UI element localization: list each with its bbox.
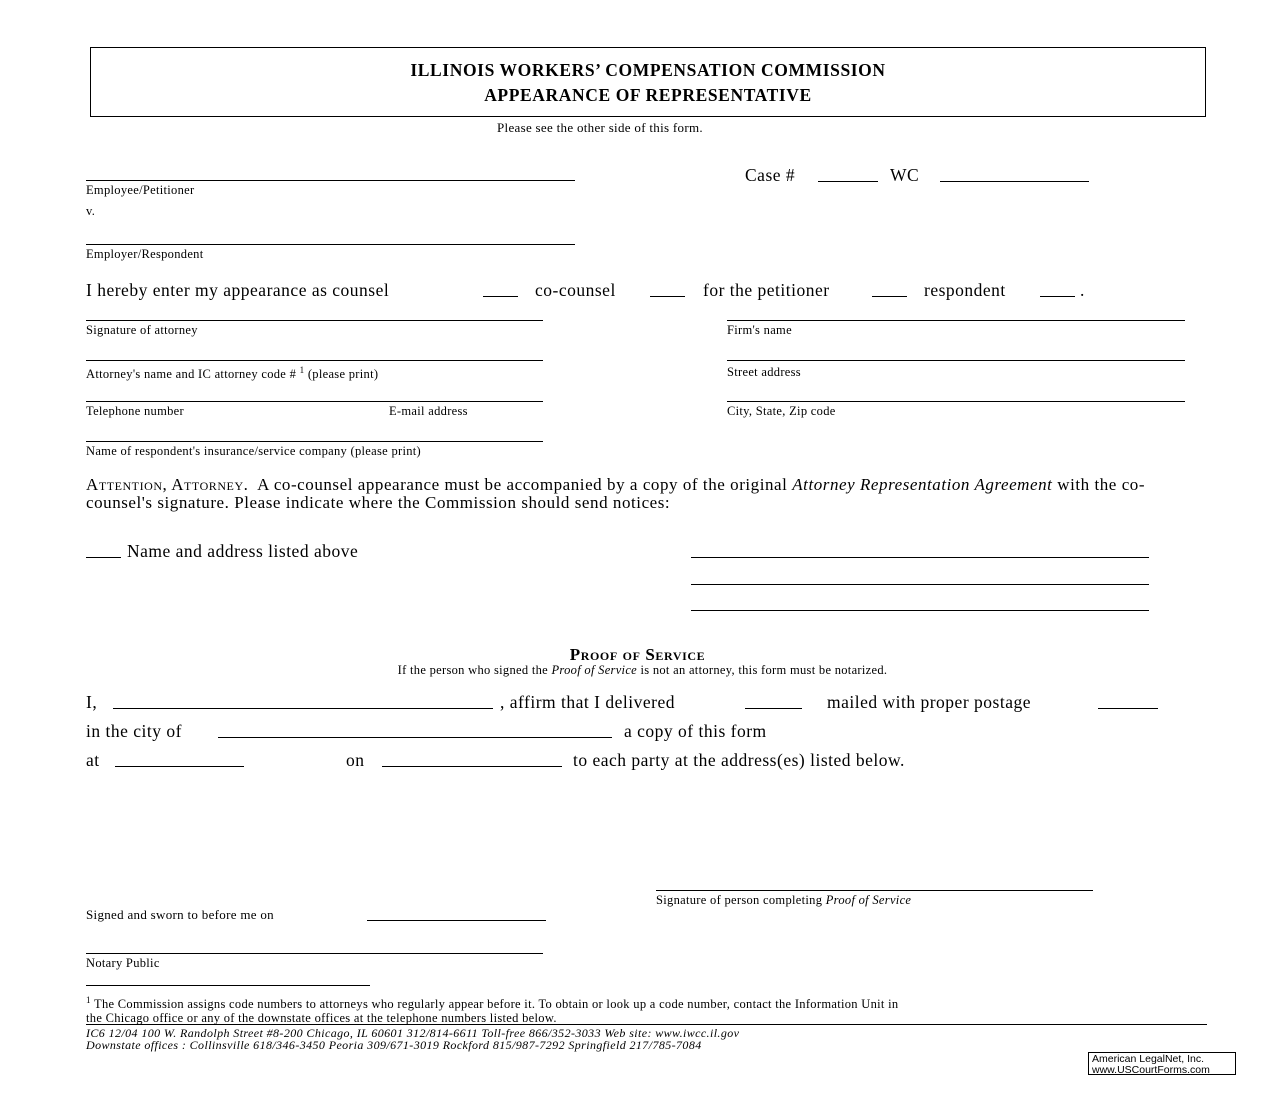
each-party-label: to each party at the address(es) listed below. — [573, 750, 905, 770]
affiant-name-field[interactable] — [113, 708, 493, 709]
versus-label: v. — [86, 204, 96, 218]
other-side-note: Please see the other side of this form. — [497, 120, 703, 135]
telephone-label: Telephone number — [86, 404, 184, 418]
mailed-label: mailed with proper postage — [827, 692, 1031, 712]
employer-respondent-field[interactable] — [86, 244, 575, 245]
attorney-name-label: Attorney's name and IC attorney code # $^1$ (please print) — [86, 365, 379, 382]
employee-petitioner-field[interactable] — [86, 180, 575, 181]
case-number-field[interactable] — [818, 181, 878, 182]
service-city-field[interactable] — [218, 737, 612, 738]
footer-divider — [86, 1024, 1207, 1025]
copy-of-form-label: a copy of this form — [624, 721, 767, 741]
respondent-blank[interactable] — [1040, 296, 1075, 297]
footnote-divider — [86, 985, 370, 986]
service-time-field[interactable] — [115, 766, 244, 767]
attorney-name-field[interactable] — [86, 360, 543, 361]
service-date-field[interactable] — [382, 766, 562, 767]
wc-number-field[interactable] — [940, 181, 1089, 182]
attorney-signature-field[interactable] — [86, 320, 543, 321]
street-address-label: Street address — [727, 365, 801, 379]
form-title: APPEARANCE OF REPRESENTATIVE — [484, 85, 812, 105]
attorney-signature-label: Signature of attorney — [86, 323, 198, 337]
email-label: E-mail address — [389, 404, 468, 418]
employer-respondent-label: Employer/Respondent — [86, 247, 204, 261]
form-title-box — [90, 47, 1206, 117]
respondent-label: respondent — [924, 280, 1006, 300]
footer-address-line: IC6 12/04 100 W. Randolph Street #8-200 Chicago, IL 60601 312/814-6611 Toll-free 866/352-3033 Web site: www.iwcc.il.gov — [86, 1026, 740, 1040]
firm-name-field[interactable] — [727, 320, 1185, 321]
delivered-blank[interactable] — [745, 708, 802, 709]
firm-name-label: Firm's name — [727, 323, 792, 337]
city-state-zip-label: City, State, Zip code — [727, 404, 836, 418]
publisher-url: www.USCourtForms.com — [1092, 1064, 1210, 1076]
proof-of-service-title: Proof of Service — [569, 645, 706, 664]
petitioner-blank[interactable] — [872, 296, 907, 297]
notary-public-label: Notary Public — [86, 956, 160, 970]
notarize-note: If the person who signed the Proof of Service is not an attorney, this form must be notarized. — [397, 663, 888, 677]
publisher-name: American LegalNet, Inc. — [1092, 1053, 1205, 1065]
appearance-intro: I hereby enter my appearance as counsel — [86, 280, 390, 300]
commission-title: ILLINOIS WORKERS’ COMPENSATION COMMISSION — [410, 60, 886, 80]
insurance-company-field[interactable] — [86, 441, 543, 442]
telephone-email-field[interactable] — [86, 401, 543, 402]
notary-signature-field[interactable] — [86, 953, 543, 954]
petitioner-label: for the petitioner — [703, 280, 830, 300]
footnote-ref: 1 — [299, 365, 305, 375]
attention-paragraph: Attention, Attorney. A co-counsel appearance must be accompanied by a copy of the original Attorney Representation Agreement with the co-counsel's signature. Please indicate where the Commission should send notices: — [86, 475, 1146, 512]
same-address-checkbox[interactable] — [86, 557, 121, 558]
city-of-label: in the city of — [86, 721, 182, 741]
affiant-i-label: I, — [86, 692, 98, 712]
street-address-field[interactable] — [727, 360, 1185, 361]
notice-address-line-3[interactable] — [691, 610, 1149, 611]
counsel-blank[interactable] — [483, 296, 518, 297]
at-label: at — [86, 750, 100, 770]
publisher-stamp — [1088, 1052, 1236, 1075]
insurance-company-label: Name of respondent's insurance/service company (please print) — [86, 444, 422, 458]
appearance-period: . — [1080, 280, 1085, 300]
co-counsel-blank[interactable] — [650, 296, 685, 297]
same-address-label: Name and address listed above — [127, 541, 359, 561]
proof-signature-label: Signature of person completing Proof of Service — [656, 893, 912, 907]
footer-downstate-line: Downstate offices : Collinsville 618/346-3450 Peoria 309/671-3019 Rockford 815/987-7292 Springfield 217/785-7084 — [86, 1038, 702, 1052]
sworn-label: Signed and sworn to before me on — [86, 907, 274, 922]
on-label: on — [346, 750, 365, 770]
case-number-label: Case # — [745, 165, 796, 185]
delivered-label: , affirm that I delivered — [500, 692, 675, 712]
co-counsel-label: co-counsel — [535, 280, 616, 300]
city-state-zip-field[interactable] — [727, 401, 1185, 402]
notice-address-line-2[interactable] — [691, 584, 1149, 585]
notice-address-line-1[interactable] — [691, 557, 1149, 558]
proof-signature-field[interactable] — [656, 890, 1093, 891]
sworn-date-field[interactable] — [367, 920, 546, 921]
wc-label: WC — [890, 165, 920, 185]
employee-petitioner-label: Employee/Petitioner — [86, 183, 195, 197]
footnote-text: $^1$ The Commission assigns code numbers to attorneys who regularly appear before it. To obtain or look up a code number, contact the Information Unit in the Chicago office or any of the downstate offices at the telephone numbers listed below. — [86, 995, 899, 1026]
mailed-blank[interactable] — [1098, 708, 1158, 709]
